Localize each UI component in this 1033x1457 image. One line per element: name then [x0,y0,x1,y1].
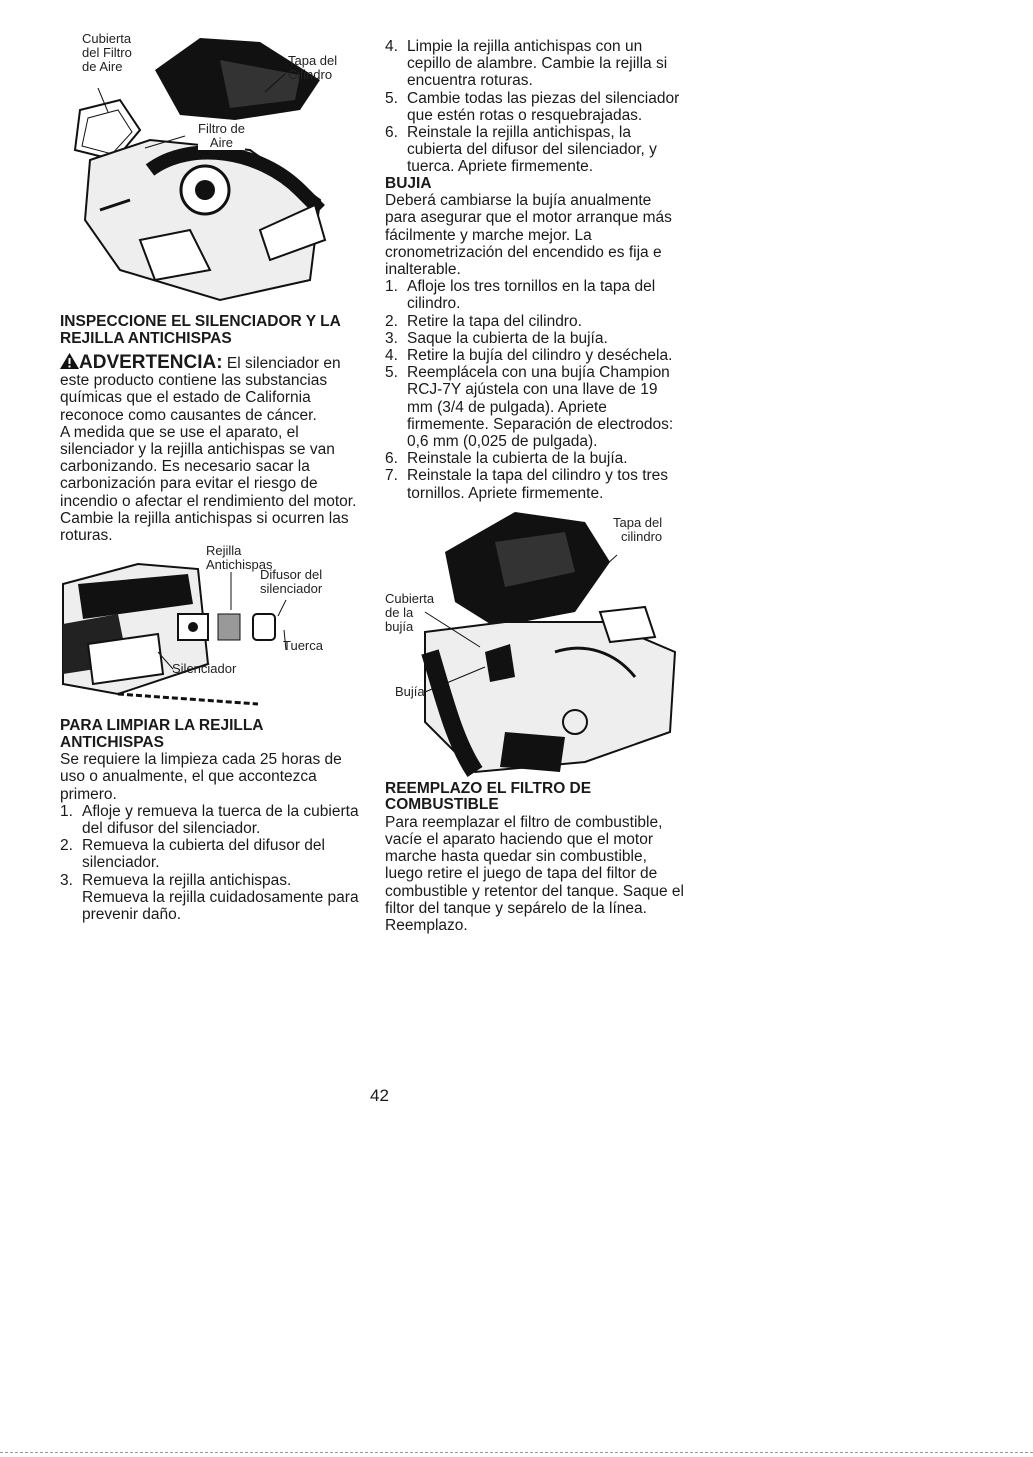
fuel-filter-heading: REEMPLAZO EL FILTRO DE COMBUSTIBLE [385,779,592,814]
clean-steps [60,803,360,923]
label-muffler: Silenciador [172,661,237,677]
warning-block [60,353,360,424]
list-item: 1. Afloje los tres tornillos en la tapa del cilindro. [385,278,656,313]
muffler-paragraph-1: A medida que se use el aparato, el silenciador y la rejilla antichispas se van carbonizando. Es necesario sacar la carbonización para evitar el riesgo de incendio o afectar el rendimiento del motor. [60,423,357,510]
left-column [60,30,360,923]
label-spark-arrestor: Rejilla Antichispas [206,543,273,573]
label-air-filter: Filtro de Aire [198,121,245,150]
muffler-paragraph-2: Cambie la rejilla antichispas si ocurren las roturas. [60,509,349,545]
air-filter-figure [60,30,360,310]
list-item: 5. Cambie todas las piezas del silenciador que estén rotas o resquebrajadas. [385,89,680,124]
list-item: 3. Remueva la rejilla antichispas. Remueva la rejilla cuidadosamente para prevenir daño. [60,871,359,924]
label-air-filter-cover: Cubierta del Filtro de Aire [82,31,132,74]
muffler-heading: INSPECCIONE EL SILENCIADOR Y LA REJILLA ANTICHISPAS [60,313,341,347]
page-number: 42 [370,1086,389,1105]
label-spark-plug: Bujía [395,683,425,699]
clean-heading: PARA LIMPIAR LA REJILLA ANTICHISPAS [60,717,263,751]
label-cylinder-cap: Tapa del cilindro [613,514,663,544]
list-item: 6. Reinstale la rejilla antichispas, la cubierta del difusor del silenciador, y tuerca. Apriete firmemente. [385,124,657,176]
list-item: 1. Afloje y remueva la tuerca de la cubierta del difusor del silenciador. [60,802,359,838]
list-item: 6. Reinstale la cubierta de la bujía. [385,450,628,468]
label-spark-plug-boot: Cubierta de la bujía [385,590,435,634]
warning-text: El silenciador en este producto contiene las substancias químicas que el estado de California reconoce como causantes de cáncer. [60,355,341,424]
muffler-figure [58,544,358,714]
label-nut: Tuerca [283,638,323,654]
label-muffler-cover: Difusor del silenciador [260,567,323,597]
label-cylinder-cap: Tapa del Cilindro [288,53,338,82]
fuel-filter-text: Para reemplazar el filtro de combustible, vacíe el aparato haciendo que el motor marche hasta quedar sin combustible, luego retire el juego de tapa del filtor de combustible y retentor del tanque. Saque el filtor del tanque y sepárelo de la línea. Reemplazo. [385,813,684,934]
clean-intro: Se requiere la limpieza cada 25 horas de uso o anualmente, el que accontezca primero. [60,751,342,803]
list-item: 3. Saque la cubierta de la bujía. [385,329,608,347]
list-item: 5. Reemplácela con una bujía Champion RCJ-7Y ajústela con una llave de 19 mm (3/4 de pulgada). Apriete firmemente. Separación de electrodos: 0,6 mm (0,025 de pulgada). [385,364,674,450]
list-item: 2. Retire la tapa del cilindro. [385,312,582,330]
list-item: 4. Limpie la rejilla antichispas con un cepillo de alambre. Cambie la rejilla si encuentra roturas. [385,38,668,90]
list-item: 4. Retire la bujía del cilindro y deséchela. [385,346,673,364]
spark-plug-heading: BUJIA [385,174,432,192]
clean-steps-continued [385,38,685,176]
list-item: 2. Remueva la cubierta del difusor del silenciador. [60,837,325,872]
right-column [385,30,685,934]
spark-plug-intro: Deberá cambiarse la bujía anualmente para asegurar que el motor arranque más fácilmente y marche mejor. La cronometrización del encendido es fija e inalterable. [385,192,672,278]
spark-plug-steps [385,278,685,502]
spark-plug-figure [385,502,685,777]
bottom-rule [0,1452,1033,1454]
warning-icon [60,353,79,369]
list-item: 7. Reinstale la tapa del cilindro y tos tres tornillos. Apriete firmemente. [385,467,669,502]
warning-title: ADVERTENCIA: [79,352,223,373]
